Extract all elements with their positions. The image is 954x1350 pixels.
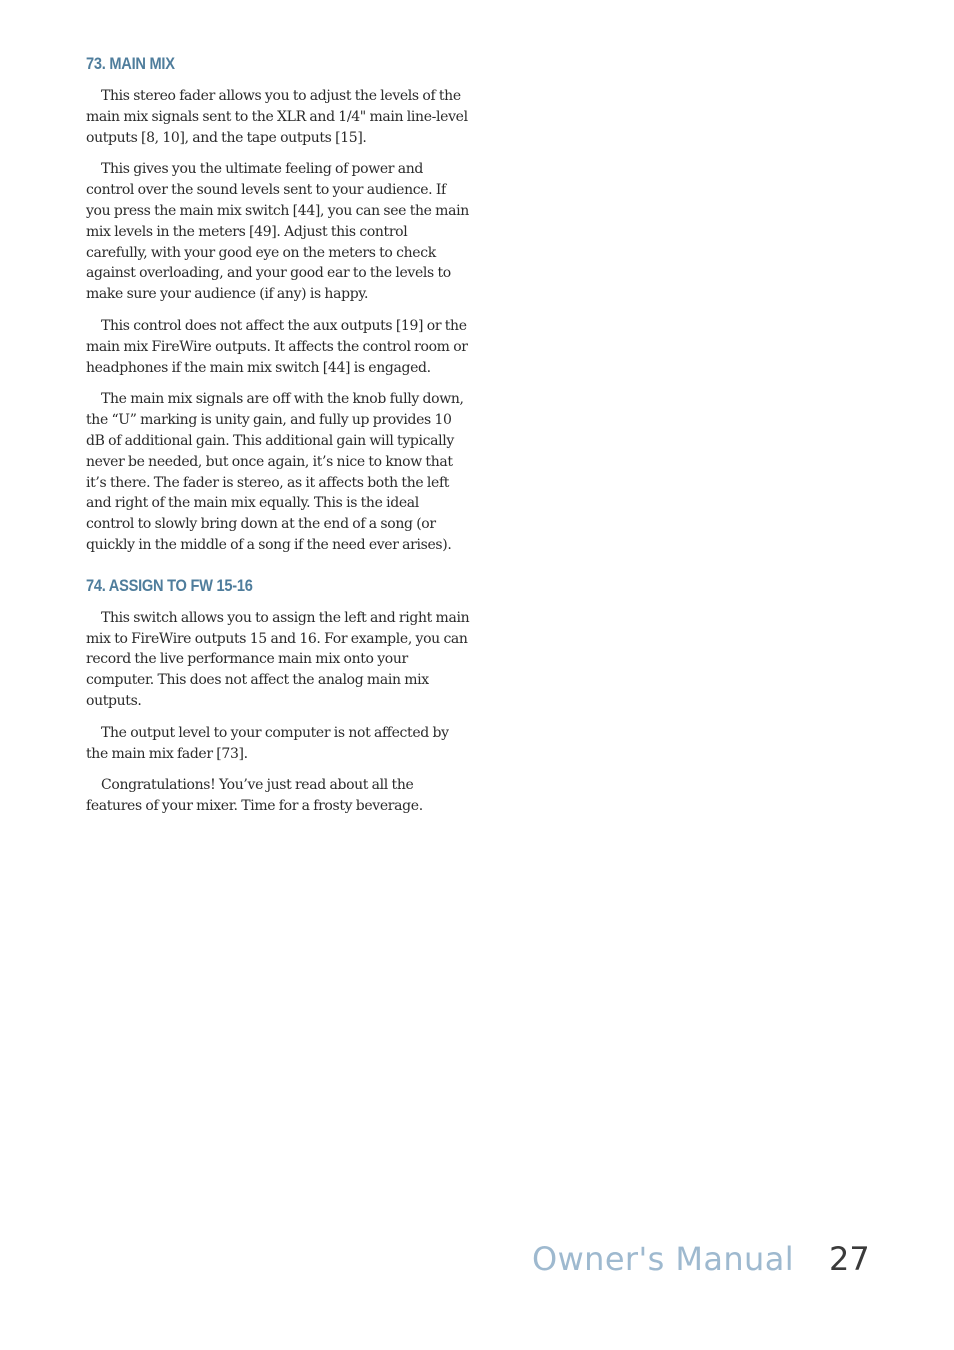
text-column [86,54,470,828]
main-mix-paragraph-3: This control does not affect the aux outputs [19] or the main mix FireWire outputs. It affects the control room or headphones if the main mix switch [44] is engaged. [86,317,468,376]
main-mix-paragraph-2: This gives you the ultimate feeling of power and control over the sound levels sent to your audience. If you press the main mix switch [44], you can see the main mix levels in the meters [49]. Adjust this control carefully, with your good eye on the meters to check against overloading, and your good ear to the levels to make sure your audience (if any) is happy. [86,161,469,303]
assign-fw-paragraph-3: Congratulations! You’ve just read about all the features of your mixer. Time for a frosty beverage. [86,777,423,815]
main-mix-paragraph-1: This stereo fader allows you to adjust the levels of the main mix signals sent to the XLR and 1/4" main line-level outputs [8, 10], and the tape outputs [15]. [86,88,468,146]
assign-fw-paragraph-2: The output level to your computer is not affected by the main mix fader [73]. [86,724,449,762]
section-heading-main-mix: 73. MAIN MIX [86,54,175,73]
section-heading-assign-fw: 74. ASSIGN TO FW 15-16 [86,575,253,595]
assign-fw-paragraph-1: This switch allows you to assign the left and right main mix to FireWire outputs 15 and 16. For example, you can record the live performance main mix onto your computer. This does not affect the analog main mix outputs. [86,609,470,709]
main-mix-paragraph-4: The main mix signals are off with the knob fully down, the “U” marking is unity gain, and fully up provides 10 dB of additional gain. This additional gain will typically never be needed, but once again, it’s nice to know that it’s there. The fader is stereo, as it affects both the left and right of the main mix equally. This is the ideal control to slowly bring down at the end of a song (or quickly in the middle of a song if the need ever arises). [86,391,464,553]
page-number: 27 [829,1240,870,1278]
footer-manual-title: Owner's Manual [532,1240,795,1278]
